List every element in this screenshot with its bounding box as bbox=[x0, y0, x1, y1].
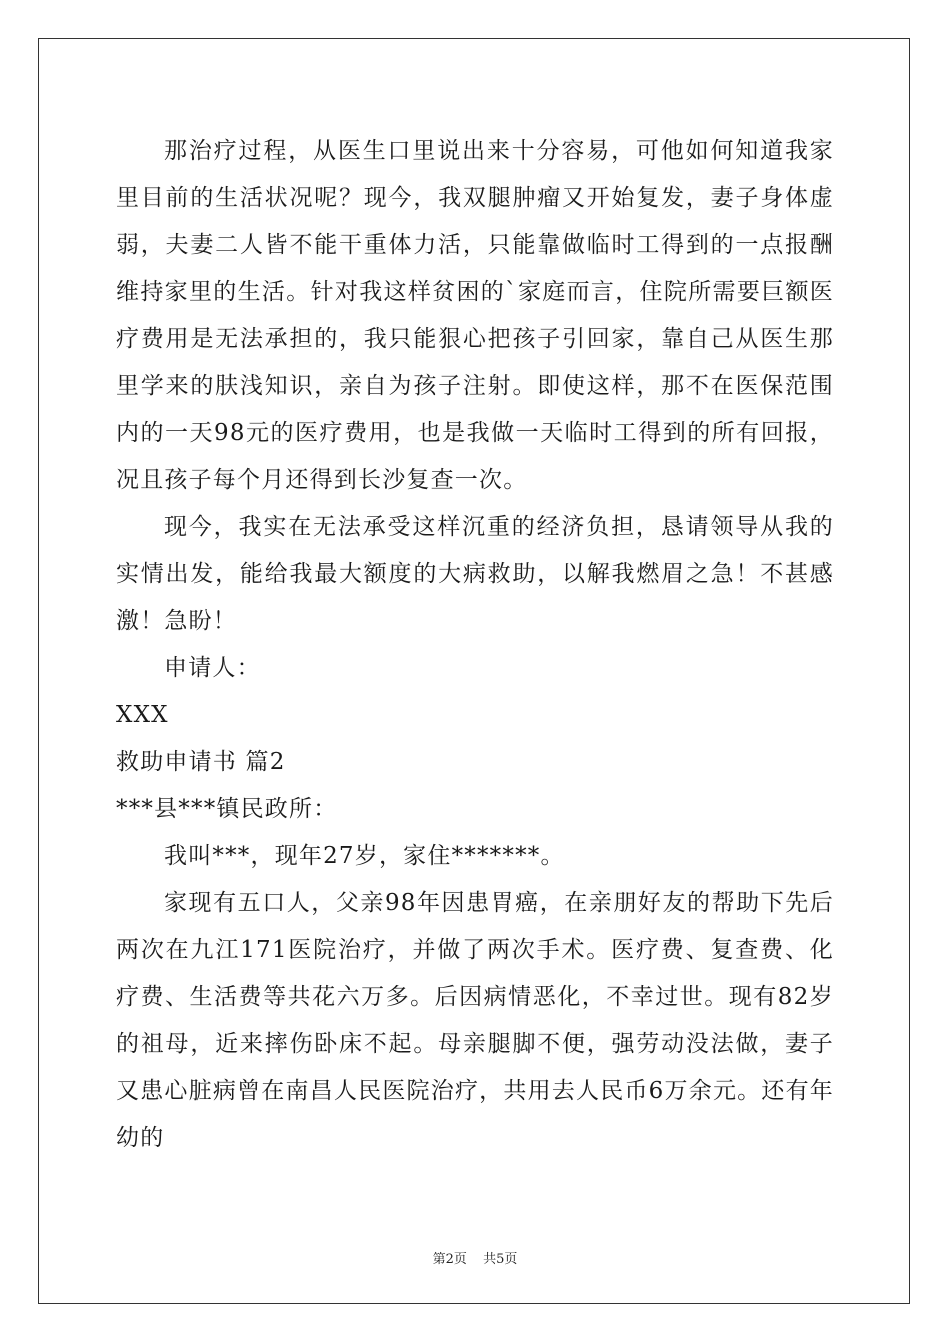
page-footer bbox=[0, 1248, 950, 1267]
recipient-line: ***县***镇民政所： bbox=[116, 796, 338, 822]
paragraph-treatment-situation: 那治疗过程，从医生口里说出来十分容易，可他如何知道我家里目前的生活状况呢？现今，我双腿肿瘤又开始复发，妻子身体虚弱，夫妻二人皆不能干重体力活，只能靠做临时工得到的一点报酬维持家里的生活。针对我这样贫困的`家庭而言，住院所需要巨额医疗费用是无法承担的，我只能狠心把孩子引回家，靠自己从医生那里学来的肤浅知识，亲自为孩子注射。即使这样，那不在医保范围内的一天98元的医疗费用，也是我做一天临时工得到的所有回报，况且孩子每个月还得到长沙复查一次。 bbox=[116, 138, 834, 493]
paragraph-family-situation: 家现有五口人，父亲98年因患胃癌，在亲朋好友的帮助下先后两次在九江171医院治疗，并做了两次手术。医疗费、复查费、化疗费、生活费等共花六万多。后因病情恶化，不幸过世。现有82岁的祖母，近来摔伤卧床不起。母亲腿脚不便，强劳动没法做，妻子又患心脏病曾在南昌人民医院治疗，共用去人民币6万余元。还有年幼的 bbox=[116, 890, 834, 1151]
applicant-label: 申请人： bbox=[164, 655, 261, 681]
applicant-name: XXX bbox=[116, 702, 169, 728]
document-body bbox=[116, 128, 834, 1162]
page-total: 共5页 bbox=[483, 1252, 518, 1267]
paragraph-self-intro: 我叫***，现年27岁，家住*******。 bbox=[164, 843, 565, 869]
section-heading: 救助申请书 篇2 bbox=[116, 749, 286, 775]
page-number: 第2页 bbox=[432, 1252, 467, 1267]
paragraph-request: 现今，我实在无法承受这样沉重的经济负担，恳请领导从我的实情出发，能给我最大额度的大病救助，以解我燃眉之急！不甚感激！急盼！ bbox=[116, 514, 834, 634]
